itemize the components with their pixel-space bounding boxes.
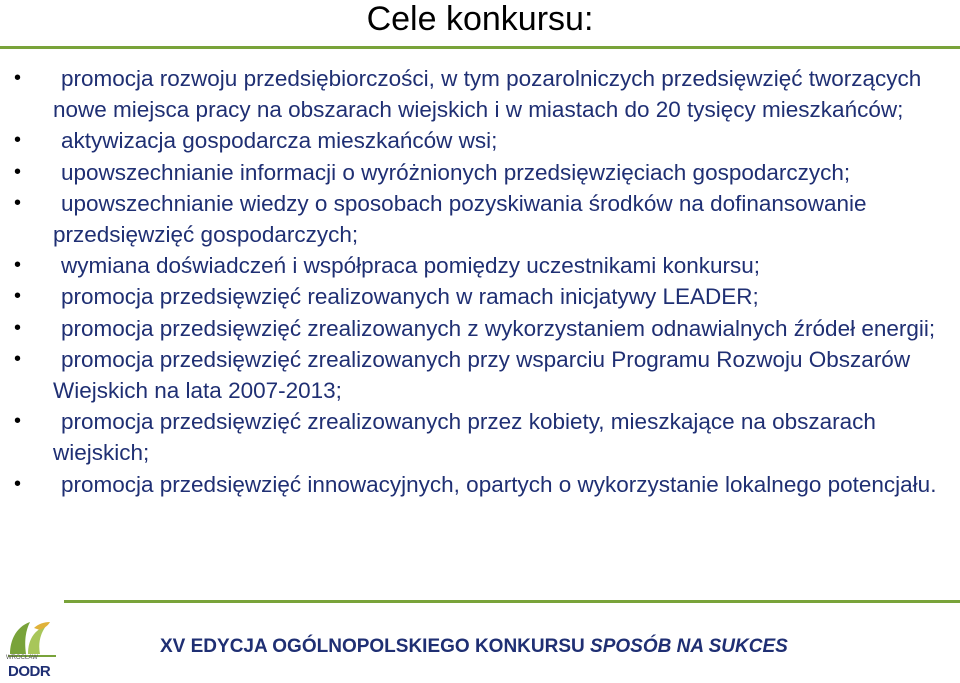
logo-subtext: WROCŁAW <box>6 655 38 661</box>
bullet-icon: • <box>14 67 22 89</box>
list-item-text: promocja rozwoju przedsiębiorczości, w tym pozarolniczych przedsięwzięć tworzących nowe miejsca pracy na obszarach wiejskich i w miastach do 20 tysięcy mieszkańców; <box>53 66 922 123</box>
list-item <box>0 125 960 156</box>
bullet-icon: • <box>14 160 22 183</box>
list-item <box>0 250 960 281</box>
list-item <box>0 63 960 125</box>
logo-graphic <box>4 618 62 658</box>
bullet-icon: • <box>14 316 22 339</box>
list-item-text: promocja przedsięwzięć realizowanych w ramach inicjatywy LEADER; <box>61 284 759 310</box>
footer-text <box>160 636 788 658</box>
bullet-icon: • <box>14 410 22 433</box>
bullet-icon: • <box>14 347 22 370</box>
list-item <box>0 469 960 500</box>
list-item-text: promocja przedsięwzięć innowacyjnych, opartych o wykorzystanie lokalnego potencjału. <box>61 471 937 497</box>
list-item <box>0 406 960 468</box>
bullet-icon: • <box>14 254 22 277</box>
list-item-text: upowszechnianie wiedzy o sposobach pozyskiwania środków na dofinansowanie przedsięwzięć gospodarczych; <box>53 190 867 248</box>
list-item <box>0 281 960 312</box>
list-item-text: aktywizacja gospodarcza mieszkańców wsi; <box>61 128 498 154</box>
title-divider <box>0 46 960 49</box>
footer-normal: XV EDYCJA OGÓLNOPOLSKIEGO KONKURSU <box>160 636 591 657</box>
goals-list <box>0 63 960 500</box>
slide-title-colon: : <box>583 0 594 38</box>
list-item <box>0 344 960 406</box>
dodr-logo-icon <box>4 618 62 680</box>
list-item <box>0 157 960 188</box>
bullet-icon: • <box>14 472 22 495</box>
bullet-icon: • <box>14 129 22 152</box>
bullet-icon: • <box>14 285 22 308</box>
footer-divider <box>64 600 960 603</box>
slide-title <box>0 0 960 40</box>
list-item-text: promocja przedsięwzięć zrealizowanych przez kobiety, mieszkające na obszarach wiejskich; <box>53 409 876 466</box>
list-item <box>0 188 960 250</box>
list-item-text: promocja przedsięwzięć zrealizowanych przy wsparciu Programu Rozwoju Obszarów Wiejskich na lata 2007-2013; <box>53 346 911 404</box>
list-item-text: promocja przedsięwzięć zrealizowanych z wykorzystaniem odnawialnych źródeł energii; <box>61 315 936 341</box>
list-item-text: wymiana doświadczeń i współpraca pomiędzy uczestnikami konkursu; <box>61 253 761 279</box>
bullet-icon: • <box>14 191 22 214</box>
slide-title-text: Cele konkursu <box>366 0 584 38</box>
logo-text: DODR <box>8 663 51 680</box>
footer-italic: SPOSÓB NA SUKCES <box>590 636 788 657</box>
list-item <box>0 313 960 344</box>
list-item-text: upowszechnianie informacji o wyróżnionych przedsięwzięciach gospodarczych; <box>61 159 851 185</box>
